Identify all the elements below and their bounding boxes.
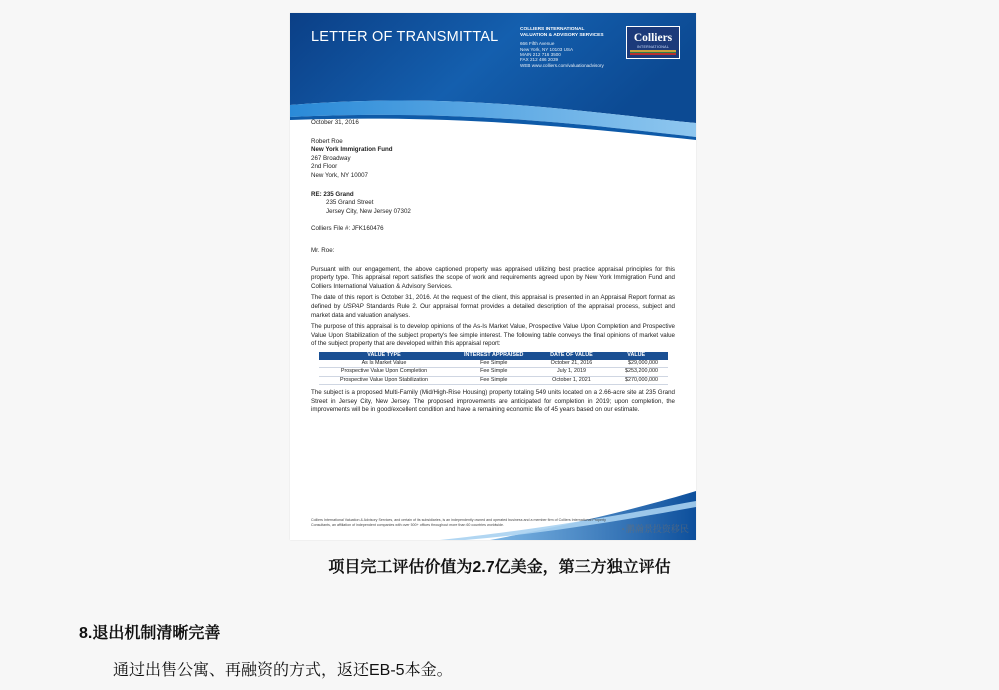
recipient-name: Robert Roe: [311, 137, 343, 145]
table-cell: Prospective Value Upon Completion: [319, 368, 449, 376]
recipient-floor: 2nd Floor: [311, 163, 338, 171]
paragraph-report-date: The date of this report is October 31, 2016. At the request of the client, this appraisal is presented in an Appraisal Report format as defined by USPAP Standards Rule 2. Our appraisal format provides a detailed description of the appraisal process, subject and market data and valuation analyses.: [311, 294, 675, 319]
recipient-city: New York, NY 10007: [311, 171, 368, 179]
image-caption: 项目完工评估价值为2.7亿美金，第三方独立评估: [328, 559, 671, 576]
table-header-cell: DATE OF VALUE: [539, 352, 605, 360]
table-cell: October 1, 2021: [539, 376, 605, 384]
re-line1: 235 Grand Street: [326, 199, 374, 207]
firm-address-line: 666 Fifth Avenue: [520, 41, 555, 47]
letter-scan: [290, 13, 696, 540]
firm-address-line: FAX 212 486 2039: [520, 57, 559, 63]
table-cell: October 21, 2016: [539, 360, 605, 368]
table-row: [319, 368, 668, 376]
table-header-cell: VALUE TYPE: [319, 352, 449, 360]
paragraph-purpose: The purpose of this appraisal is to develop opinions of the As-Is Market Value, Prospective Value Upon Completion and Prospective Value Upon Stabilization of the subject property's fee simple interest. The following table conveys the final opinions of market value of the subject property that are developed within this appraisal report:: [311, 323, 675, 348]
re-line2: Jersey City, New Jersey 07302: [326, 207, 411, 215]
table-cell: As Is Market Value: [319, 360, 449, 368]
paragraph-subject: The subject is a proposed Multi-Family (Mid/High-Rise Housing) property totaling 549 units located on a 2.66-acre site at 235 Grand Street in Jersey City, New Jersey. The proposed improvements are anticipated for completion in 2019; upon completion, the improvements will be in good/excellent condition and have a remaining economic life of 45 years based on our estimate.: [311, 389, 675, 414]
watermark: [620, 522, 689, 535]
firm-name-line2: VALUATION & ADVISORY SERVICES: [520, 32, 604, 38]
table-cell: Fee Simple: [449, 360, 539, 368]
firm-address-line: MAIN 212 716 3500: [520, 52, 561, 57]
section-heading: 8.退出机制清晰完善: [79, 625, 221, 642]
table-cell: $29,000,000: [604, 360, 668, 368]
re-label: RE: 235 Grand: [311, 190, 354, 198]
footer-note: Colliers International Valuation & Advisory Services, and certain of its subsidiaries, is an independently owned and operated business and a member firm of Colliers International Property Consultants, an affiliation of independent companies with over 500+ offices throughout more than 60 countries worldwide.: [311, 518, 606, 527]
firm-address-line: New York, NY 10103 USA: [520, 46, 574, 52]
letter-body: [311, 119, 675, 418]
re-block: [311, 191, 675, 217]
table-cell: Prospective Value Upon Stabilization: [319, 376, 449, 384]
section-body: 通过出售公寓、再融资的方式，返还EB-5本金。: [113, 662, 453, 679]
table-header-cell: INTEREST APPRAISED: [449, 352, 539, 360]
salutation: Mr. Roe:: [311, 246, 335, 254]
recipient-street: 267 Broadway: [311, 154, 351, 162]
firm-name-line1: COLLIERS INTERNATIONAL: [520, 27, 585, 32]
table-cell: $253,200,000: [604, 368, 668, 376]
logo-stripes: [630, 50, 676, 55]
wechat-icon: ◔: [620, 525, 625, 534]
value-table: [319, 352, 668, 385]
file-number: Colliers File #: JFK160476: [311, 225, 384, 233]
watermark-text: 鹏瀚景投资移民: [625, 524, 689, 534]
recipient-address: [311, 138, 675, 181]
value-table-header: [319, 352, 668, 360]
firm-address-line: WEB www.colliers.com/valuationadvisory: [520, 62, 604, 68]
logo-sub: INTERNATIONAL: [636, 45, 670, 49]
letter-date: October 31, 2016: [311, 119, 359, 126]
logo-word: Colliers: [633, 32, 673, 44]
letter-title: LETTER OF TRANSMITTAL: [311, 29, 499, 45]
paragraph-engagement: Pursuant with our engagement, the above captioned property was appraised utilizing best practice appraisal principles for this property type. This appraisal report satisfies the scope of work and requirements agreed upon by New York Immigration Fund and Colliers International Valuation & Advisory Services.: [311, 265, 675, 290]
recipient-org: New York Immigration Fund: [311, 146, 393, 154]
table-row: [319, 360, 668, 368]
table-cell: Fee Simple: [449, 368, 539, 376]
firm-address-block: [520, 27, 630, 68]
table-cell: $270,000,000: [604, 376, 668, 384]
table-cell: July 1, 2019: [539, 368, 605, 376]
table-header-cell: VALUE: [604, 352, 668, 360]
table-row: [319, 376, 668, 384]
table-cell: Fee Simple: [449, 376, 539, 384]
colliers-logo: [626, 26, 680, 59]
